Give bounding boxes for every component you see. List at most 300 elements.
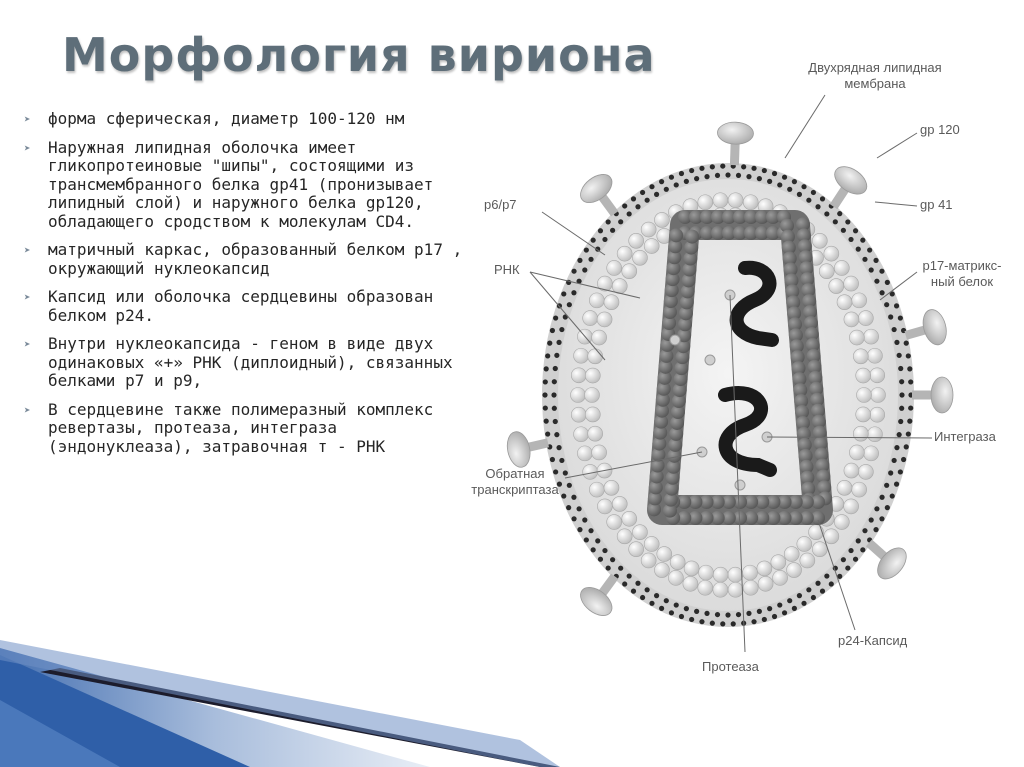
matrix-bead bbox=[858, 311, 873, 326]
spike bbox=[906, 307, 950, 347]
membrane-dot bbox=[571, 290, 576, 295]
membrane-dot bbox=[584, 247, 589, 252]
membrane-dot bbox=[674, 602, 679, 607]
matrix-bead bbox=[657, 547, 672, 562]
membrane-dot bbox=[710, 621, 715, 626]
membrane-dot bbox=[595, 538, 600, 543]
matrix-bead bbox=[852, 293, 867, 308]
membrane-dot bbox=[618, 219, 623, 224]
matrix-bead bbox=[607, 260, 622, 275]
membrane-dot bbox=[577, 527, 582, 532]
matrix-bead bbox=[641, 553, 656, 568]
membrane-dot bbox=[582, 267, 587, 272]
membrane-dot bbox=[631, 196, 636, 201]
matrix-bead bbox=[812, 542, 827, 557]
matrix-bead bbox=[670, 555, 685, 570]
membrane-dot bbox=[862, 257, 867, 262]
membrane-dot bbox=[591, 238, 596, 243]
membrane-dot bbox=[556, 340, 561, 345]
membrane-dot bbox=[674, 182, 679, 187]
membrane-dot bbox=[767, 179, 772, 184]
membrane-dot bbox=[898, 469, 903, 474]
matrix-bead bbox=[728, 582, 743, 597]
matrix-bead bbox=[585, 388, 600, 403]
membrane-dot bbox=[715, 612, 720, 617]
matrix-bead bbox=[771, 555, 786, 570]
membrane-dot bbox=[645, 587, 650, 592]
membrane-dot bbox=[610, 228, 615, 233]
membrane-dot bbox=[679, 614, 684, 619]
membrane-dot bbox=[898, 315, 903, 320]
membrane-dot bbox=[606, 565, 611, 570]
membrane-dot bbox=[824, 211, 829, 216]
membrane-dot bbox=[845, 219, 850, 224]
bullet-text: Наружная липидная оболочка имеет гликопротеиновые "шипы", состоящими из трансмембранного белка gp41 (пронизывает липидный слой) и наружного белка gp120, обладающего сродством к молекулам CD4. bbox=[48, 137, 434, 231]
matrix-bead bbox=[592, 445, 607, 460]
matrix-bead bbox=[571, 407, 586, 422]
membrane-dot bbox=[720, 163, 725, 168]
membrane-dot bbox=[622, 203, 627, 208]
membrane-dot bbox=[689, 168, 694, 173]
bullet-text: Внутри нуклеокапсида - геном в виде двух одинаковых «+» РНК (диплоидный), связанных белками р7 и р9, bbox=[48, 334, 453, 390]
matrix-bead bbox=[632, 250, 647, 265]
bullet-text: В сердцевине также полимеразный комплекс ревертазы, протеаза, интеграза (эндонуклеаза), затравочная т - РНК bbox=[48, 399, 434, 456]
membrane-dot bbox=[588, 257, 593, 262]
matrix-bead bbox=[857, 388, 872, 403]
matrix-bead bbox=[867, 427, 882, 442]
matrix-bead bbox=[641, 222, 656, 237]
matrix-bead bbox=[604, 480, 619, 495]
membrane-dot bbox=[848, 237, 853, 242]
label-p6-p7: p6/p7 bbox=[484, 197, 517, 212]
membrane-dot bbox=[792, 606, 797, 611]
virion-diagram bbox=[440, 40, 1024, 700]
bullet-arrow-icon: ➤ bbox=[24, 403, 31, 417]
membrane-dot bbox=[833, 219, 838, 224]
gp120-knob bbox=[717, 122, 754, 145]
spike bbox=[575, 576, 617, 621]
membrane-dot bbox=[801, 184, 806, 189]
membrane-dot bbox=[894, 340, 899, 345]
matrix-bead bbox=[713, 193, 728, 208]
matrix-bead bbox=[837, 480, 852, 495]
bullet-arrow-icon: ➤ bbox=[24, 291, 31, 304]
matrix-bead bbox=[743, 565, 758, 580]
membrane-dot bbox=[710, 164, 715, 169]
membrane-dot bbox=[899, 392, 904, 397]
membrane-dot bbox=[543, 379, 548, 384]
membrane-dot bbox=[694, 176, 699, 181]
bullet-item bbox=[22, 241, 474, 278]
bullet-text: матричный каркас, образованный белком p17 , окружающий нуклеокапсид bbox=[48, 240, 463, 278]
spike bbox=[575, 169, 617, 214]
matrix-bead bbox=[632, 525, 647, 540]
matrix-bead bbox=[588, 349, 603, 364]
bullet-arrow-icon: ➤ bbox=[24, 113, 31, 126]
matrix-bead bbox=[592, 330, 607, 345]
membrane-dot bbox=[782, 610, 787, 615]
matrix-bead bbox=[668, 570, 683, 585]
membrane-dot bbox=[544, 366, 549, 371]
capsid-bead bbox=[669, 228, 683, 242]
slide-title: Морфология вириона bbox=[62, 28, 656, 82]
membrane-dot bbox=[853, 228, 858, 233]
membrane-dot bbox=[874, 279, 879, 284]
spike bbox=[830, 161, 872, 207]
membrane-dot bbox=[602, 548, 607, 553]
membrane-dot bbox=[908, 405, 913, 410]
membrane-dot bbox=[894, 303, 899, 308]
membrane-dot bbox=[544, 419, 549, 424]
membrane-dot bbox=[559, 327, 564, 332]
bullet-item bbox=[22, 139, 474, 232]
membrane-dot bbox=[694, 609, 699, 614]
leader-line bbox=[877, 133, 917, 158]
bullet-text: Капсид или оболочка сердцевины образован белком р24. bbox=[48, 287, 434, 325]
membrane-dot bbox=[550, 328, 555, 333]
membrane-dot bbox=[542, 392, 547, 397]
membrane-dot bbox=[598, 228, 603, 233]
matrix-bead bbox=[607, 515, 622, 530]
membrane-dot bbox=[907, 366, 912, 371]
label-rna: РНК bbox=[494, 262, 520, 277]
bullet-arrow-icon: ➤ bbox=[24, 244, 31, 257]
membrane-dot bbox=[746, 174, 751, 179]
membrane-dot bbox=[645, 198, 650, 203]
membrane-dot bbox=[715, 173, 720, 178]
matrix-bead bbox=[644, 536, 659, 551]
membrane-dot bbox=[618, 566, 623, 571]
membrane-dot bbox=[762, 168, 767, 173]
membrane-dot bbox=[879, 516, 884, 521]
bullet-arrow-icon: ➤ bbox=[24, 338, 31, 351]
membrane-dot bbox=[797, 593, 802, 598]
membrane-dot bbox=[873, 527, 878, 532]
membrane-dot bbox=[567, 302, 572, 307]
membrane-dot bbox=[553, 366, 558, 371]
matrix-bead bbox=[588, 426, 603, 441]
matrix-bead bbox=[864, 329, 879, 344]
membrane-dot bbox=[837, 211, 842, 216]
membrane-dot bbox=[751, 619, 756, 624]
membrane-dot bbox=[824, 573, 829, 578]
matrix-bead bbox=[853, 349, 868, 364]
membrane-dot bbox=[571, 269, 576, 274]
enzyme-dot bbox=[670, 335, 680, 345]
matrix-bead bbox=[654, 212, 669, 227]
gp120-knob bbox=[931, 377, 953, 413]
gp120-knob bbox=[504, 430, 533, 470]
membrane-dot bbox=[856, 538, 861, 543]
matrix-bead bbox=[597, 312, 612, 327]
membrane-dot bbox=[598, 557, 603, 562]
membrane-dot bbox=[584, 537, 589, 542]
membrane-dot bbox=[550, 457, 555, 462]
matrix-bead bbox=[787, 563, 802, 578]
matrix-bead bbox=[585, 407, 600, 422]
membrane-dot bbox=[853, 557, 858, 562]
matrix-bead bbox=[743, 195, 758, 210]
matrix-bead bbox=[574, 427, 589, 442]
membrane-dot bbox=[552, 379, 557, 384]
matrix-bead bbox=[629, 542, 644, 557]
membrane-dot bbox=[906, 353, 911, 358]
matrix-bead bbox=[812, 233, 827, 248]
matrix-bead bbox=[698, 565, 713, 580]
membrane-dot bbox=[545, 431, 550, 436]
membrane-dot bbox=[777, 602, 782, 607]
matrix-bead bbox=[824, 529, 839, 544]
matrix-bead bbox=[597, 499, 612, 514]
membrane-dot bbox=[746, 611, 751, 616]
membrane-dot bbox=[547, 341, 552, 346]
membrane-dot bbox=[797, 192, 802, 197]
label-protease: Протеаза bbox=[702, 659, 759, 674]
membrane-dot bbox=[894, 482, 899, 487]
membrane-dot bbox=[699, 619, 704, 624]
membrane-dot bbox=[841, 228, 846, 233]
membrane-dot bbox=[704, 611, 709, 616]
membrane-dot bbox=[679, 171, 684, 176]
membrane-dot bbox=[806, 198, 811, 203]
matrix-bead bbox=[612, 496, 627, 511]
membrane-dot bbox=[551, 392, 556, 397]
membrane-dot bbox=[869, 267, 874, 272]
membrane-dot bbox=[848, 548, 853, 553]
membrane-dot bbox=[772, 171, 777, 176]
membrane-dot bbox=[576, 506, 581, 511]
membrane-dot bbox=[591, 547, 596, 552]
matrix-bead bbox=[571, 388, 586, 403]
membrane-dot bbox=[894, 445, 899, 450]
matrix-bead bbox=[797, 536, 812, 551]
membrane-dot bbox=[699, 166, 704, 171]
membrane-dot bbox=[888, 314, 893, 319]
membrane-dot bbox=[659, 179, 664, 184]
spike bbox=[504, 430, 548, 470]
membrane-dot bbox=[841, 557, 846, 562]
matrix-bead bbox=[622, 264, 637, 279]
membrane-dot bbox=[904, 444, 909, 449]
matrix-bead bbox=[856, 407, 871, 422]
membrane-dot bbox=[787, 187, 792, 192]
matrix-bead bbox=[644, 239, 659, 254]
membrane-dot bbox=[545, 353, 550, 358]
spike bbox=[912, 377, 953, 413]
membrane-dot bbox=[884, 483, 889, 488]
membrane-dot bbox=[689, 617, 694, 622]
matrix-bead bbox=[589, 482, 604, 497]
membrane-dot bbox=[627, 573, 632, 578]
matrix-bead bbox=[856, 368, 871, 383]
membrane-dot bbox=[772, 614, 777, 619]
matrix-bead bbox=[824, 246, 839, 261]
membrane-dot bbox=[627, 211, 632, 216]
membrane-dot bbox=[684, 606, 689, 611]
membrane-dot bbox=[640, 595, 645, 600]
membrane-dot bbox=[867, 247, 872, 252]
membrane-dot bbox=[792, 179, 797, 184]
membrane-dot bbox=[654, 593, 659, 598]
matrix-bead bbox=[871, 388, 886, 403]
membrane-dot bbox=[553, 315, 558, 320]
membrane-dot bbox=[811, 595, 816, 600]
matrix-bead bbox=[829, 279, 844, 294]
matrix-bead bbox=[849, 330, 864, 345]
matrix-bead bbox=[654, 563, 669, 578]
membrane-dot bbox=[552, 406, 557, 411]
label-p24-capsid: p24-Капсид bbox=[838, 633, 908, 648]
label-integrase: Интеграза bbox=[934, 429, 996, 444]
membrane-dot bbox=[898, 366, 903, 371]
membrane-dot bbox=[874, 506, 879, 511]
matrix-bead bbox=[589, 293, 604, 308]
enzyme-dot bbox=[735, 480, 745, 490]
label-gp41: gp 41 bbox=[920, 197, 953, 212]
membrane-dot bbox=[892, 458, 897, 463]
membrane-dot bbox=[640, 190, 645, 195]
matrix-bead bbox=[574, 348, 589, 363]
matrix-bead bbox=[617, 529, 632, 544]
matrix-bead bbox=[728, 567, 743, 582]
membrane-dot bbox=[845, 565, 850, 570]
matrix-bead bbox=[844, 499, 859, 514]
matrix-bead bbox=[853, 426, 868, 441]
membrane-dot bbox=[649, 601, 654, 606]
matrix-bead bbox=[622, 511, 637, 526]
membrane-dot bbox=[736, 612, 741, 617]
matrix-bead bbox=[684, 561, 699, 576]
membrane-dot bbox=[736, 173, 741, 178]
matrix-bead bbox=[577, 446, 592, 461]
label-reverse-transcriptase: Обратная транскриптаза bbox=[471, 466, 559, 497]
matrix-bead bbox=[819, 264, 834, 279]
membrane-dot bbox=[622, 581, 627, 586]
membrane-dot bbox=[885, 280, 890, 285]
membrane-dot bbox=[787, 598, 792, 603]
membrane-dot bbox=[704, 174, 709, 179]
membrane-dot bbox=[731, 621, 736, 626]
membrane-dot bbox=[873, 258, 878, 263]
spike bbox=[717, 122, 754, 166]
matrix-bead bbox=[800, 553, 815, 568]
membrane-dot bbox=[659, 606, 664, 611]
membrane-dot bbox=[684, 179, 689, 184]
matrix-bead bbox=[864, 446, 879, 461]
membrane-dot bbox=[815, 581, 820, 586]
matrix-bead bbox=[604, 295, 619, 310]
membrane-dot bbox=[890, 493, 895, 498]
label-p17-matrix: p17-матрикс-ный белок bbox=[922, 258, 1002, 289]
leader-line bbox=[785, 95, 825, 158]
membrane-dot bbox=[757, 609, 762, 614]
bullet-item bbox=[22, 401, 474, 457]
enzyme-dot bbox=[705, 355, 715, 365]
label-gp120: gp 120 bbox=[920, 122, 960, 137]
matrix-bead bbox=[758, 576, 773, 591]
membrane-dot bbox=[571, 495, 576, 500]
membrane-dot bbox=[856, 247, 861, 252]
capsid-bead bbox=[685, 230, 699, 244]
membrane-dot bbox=[879, 269, 884, 274]
membrane-dot bbox=[907, 419, 912, 424]
membrane-dot bbox=[897, 432, 902, 437]
membrane-dot bbox=[566, 505, 571, 510]
matrix-bead bbox=[852, 482, 867, 497]
matrix-bead bbox=[870, 368, 885, 383]
matrix-bead bbox=[870, 407, 885, 422]
membrane-dot bbox=[806, 587, 811, 592]
matrix-bead bbox=[834, 515, 849, 530]
membrane-dot bbox=[606, 219, 611, 224]
membrane-dot bbox=[725, 172, 730, 177]
membrane-dot bbox=[543, 405, 548, 410]
matrix-bead bbox=[698, 195, 713, 210]
matrix-bead bbox=[728, 193, 743, 208]
matrix-bead bbox=[743, 580, 758, 595]
label-lipid-membrane: Двухрядная липидная мембрана bbox=[808, 60, 942, 91]
membrane-dot bbox=[610, 557, 615, 562]
membrane-dot bbox=[879, 290, 884, 295]
membrane-dot bbox=[602, 237, 607, 242]
membrane-dot bbox=[635, 204, 640, 209]
membrane-dot bbox=[664, 598, 669, 603]
matrix-bead bbox=[571, 368, 586, 383]
matrix-bead bbox=[713, 582, 728, 597]
membrane-dot bbox=[556, 445, 561, 450]
membrane-dot bbox=[899, 406, 904, 411]
matrix-bead bbox=[834, 260, 849, 275]
matrix-bead bbox=[867, 348, 882, 363]
bullet-item bbox=[22, 110, 474, 129]
membrane-dot bbox=[725, 612, 730, 617]
membrane-dot bbox=[741, 164, 746, 169]
membrane-dot bbox=[762, 617, 767, 622]
membrane-dot bbox=[820, 196, 825, 201]
membrane-dot bbox=[901, 457, 906, 462]
matrix-bead bbox=[858, 464, 873, 479]
membrane-dot bbox=[904, 341, 909, 346]
membrane-dot bbox=[571, 516, 576, 521]
matrix-bead bbox=[844, 463, 859, 478]
membrane-dot bbox=[782, 175, 787, 180]
bullet-item bbox=[22, 335, 474, 391]
matrix-bead bbox=[585, 368, 600, 383]
membrane-dot bbox=[767, 606, 772, 611]
matrix-bead bbox=[698, 580, 713, 595]
membrane-dot bbox=[862, 528, 867, 533]
membrane-dot bbox=[777, 182, 782, 187]
matrix-bead bbox=[629, 233, 644, 248]
matrix-bead bbox=[844, 312, 859, 327]
matrix-bead bbox=[612, 279, 627, 294]
membrane-dot bbox=[561, 291, 566, 296]
bullet-text: форма сферическая, диаметр 100-120 нм bbox=[48, 109, 405, 128]
matrix-bead bbox=[583, 311, 598, 326]
matrix-bead bbox=[713, 567, 728, 582]
membrane-dot bbox=[884, 302, 889, 307]
membrane-dot bbox=[631, 589, 636, 594]
membrane-dot bbox=[811, 190, 816, 195]
matrix-bead bbox=[757, 561, 772, 576]
matrix-bead bbox=[683, 576, 698, 591]
spike bbox=[869, 543, 912, 585]
membrane-dot bbox=[899, 379, 904, 384]
matrix-bead bbox=[849, 445, 864, 460]
membrane-dot bbox=[654, 192, 659, 197]
matrix-bead bbox=[837, 295, 852, 310]
membrane-dot bbox=[649, 184, 654, 189]
